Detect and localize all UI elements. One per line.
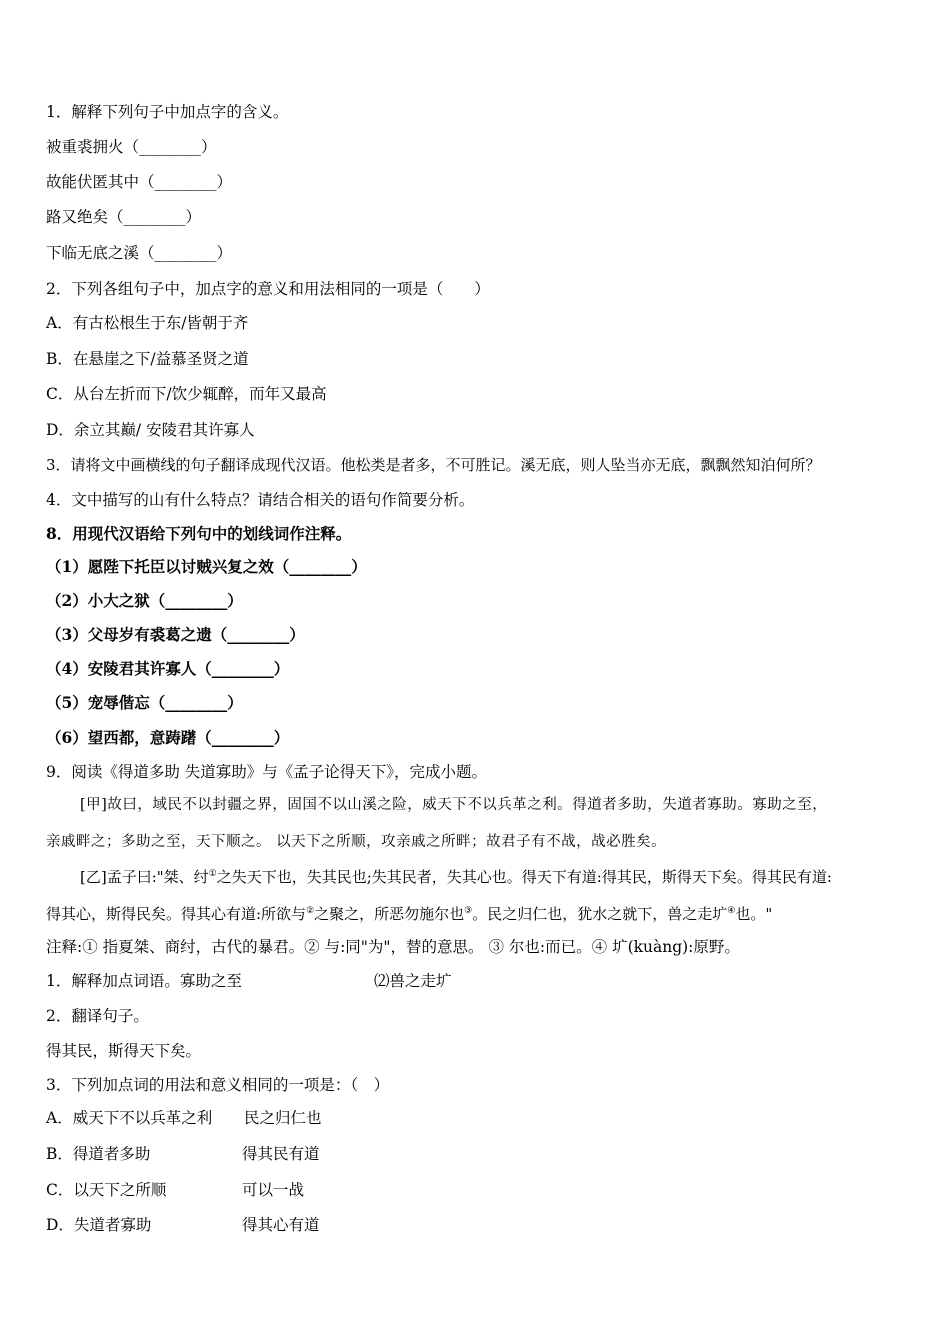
q8-item: （1）愿陛下托臣以讨贼兴复之效（________） <box>46 557 367 576</box>
q1-item: 路又绝矣（________） <box>46 208 202 226</box>
q9-option: D．失道者寡助 得其心有道 <box>46 1216 320 1234</box>
q2-title: 2．下列各组句子中，加点字的意义和用法相同的一项是（ ） <box>46 280 490 298</box>
q9-sub1-part2: ⑵兽之走圹 <box>374 972 452 990</box>
q9-sub2: 2．翻译句子。 <box>46 1007 149 1025</box>
q1-title: 1．解释下列句子中加点字的含义。 <box>46 103 289 121</box>
q8-item: （6）望西都，意踌躇（________） <box>46 728 290 747</box>
footnote-mark: ② <box>306 906 315 916</box>
q8-title: 8．用现代汉语给下列句中的划线词作注释。 <box>46 524 352 543</box>
q3-title: 3．请将文中画横线的句子翻译成现代汉语。他松类是者多，不可胜记。溪无底，则人坠当亦无底，飘飘然知泊何所？ <box>46 456 821 474</box>
q9-notes: 注释:① 指夏桀、商纣，古代的暴君。② 与:同"为"，替的意思。 ③ 尔也:而已。④ 圹(kuàng):原野。 <box>46 938 740 956</box>
footnote-mark: ③ <box>464 906 473 916</box>
footnote-mark: ④ <box>727 906 736 916</box>
q9-sub3: 3．下列加点词的用法和意义相同的一项是：（ ） <box>46 1076 390 1094</box>
q2-option: A．有古松根生于东/皆朝于齐 <box>46 314 249 332</box>
q9-sub1 <box>46 971 646 991</box>
q2-option: C．从台左折而下/饮少辄醉，而年又最高 <box>46 385 327 403</box>
footnote-mark: ① <box>208 869 217 879</box>
q9-option: C．以天下之所顺 可以一战 <box>46 1181 305 1199</box>
q8-item: （2）小大之狱（________） <box>46 591 243 610</box>
q9-title: 9．阅读《得道多助 失道寡助》与《孟子论得天下》，完成小题。 <box>46 763 488 781</box>
q8-item: （5）宠辱偕忘（________） <box>46 693 243 712</box>
q4-title: 4．文中描写的山有什么特点？请结合相关的语句作简要分析。 <box>46 491 475 509</box>
q8-item: （3）父母岁有裘葛之遗（________） <box>46 625 305 644</box>
q2-option: B．在悬崖之下/益慕圣贤之道 <box>46 350 249 368</box>
q9-passage-jia: 亲戚畔之；多助之至，天下顺之。 以天下之所顺，攻亲戚之所畔；故君子有不战，战必胜矣。 <box>46 834 667 850</box>
q9-passage-yi: 得其心，斯得民矣。得其心有道:所欲与②之聚之，所恶勿施尔也③。民之归仁也，犹水之就下，兽之走圹④也。" <box>46 905 773 923</box>
q8-item: （4）安陵君其许寡人（________） <box>46 659 290 678</box>
q9-sub1-label: 1．解释加点词语。寡助之至 <box>46 972 242 990</box>
q9-option: B．得道者多助 得其民有道 <box>46 1145 320 1163</box>
q9-passage-jia: [甲]故曰，域民不以封疆之界，固国不以山溪之险，威天下不以兵革之利。得道者多助，失道者寡助。寡助之至， <box>80 797 828 813</box>
q2-option: D．余立其巅/ 安陵君其许寡人 <box>46 421 255 439</box>
q1-item: 被重裘拥火（________） <box>46 138 217 156</box>
q1-item: 下临无底之溪（________） <box>46 244 233 262</box>
q9-option: A．威天下不以兵革之利 民之归仁也 <box>46 1109 322 1127</box>
q9-sub2-sentence: 得其民，斯得天下矣。 <box>46 1042 202 1060</box>
q9-passage-yi: [乙]孟子曰:"桀、纣①之失天下也，失其民也;失其民者，失其心也。得天下有道:得其民，斯得天下矣。得其民有道: <box>80 868 832 886</box>
q1-item: 故能伏匿其中（________） <box>46 173 233 191</box>
